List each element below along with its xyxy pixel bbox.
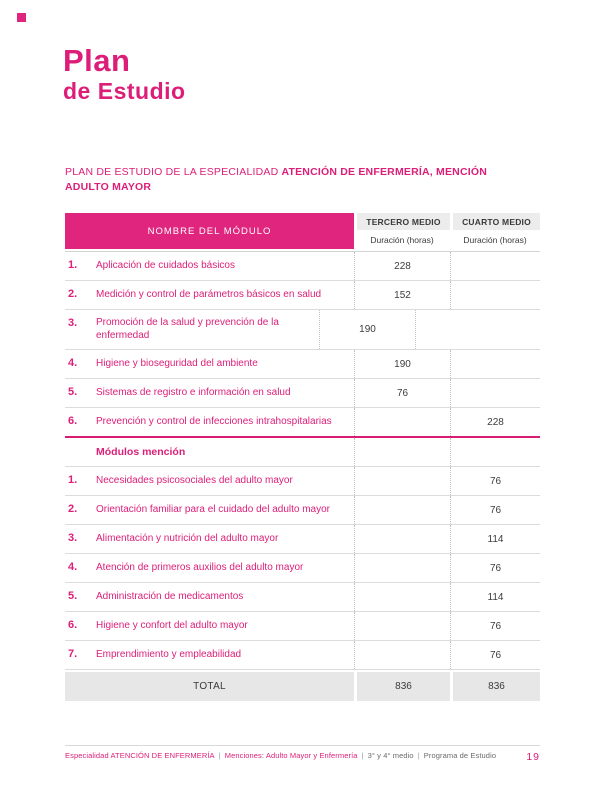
footer-separator: |: [417, 751, 420, 760]
footer-specialty: Especialidad ATENCIÓN DE ENFERMERÍA: [65, 751, 215, 760]
page-title-line1: Plan: [63, 43, 131, 78]
section-heading-specialty: ATENCIÓN DE ENFERMERÍA, MENCIÓN: [281, 166, 487, 178]
footer-grade-levels: 3° y 4° medio: [367, 751, 414, 760]
module-hours-cuarto: [415, 310, 505, 349]
module-hours-cuarto: 228: [450, 408, 540, 436]
module-name: Sistemas de registro e información en salud: [96, 386, 291, 398]
total-label: TOTAL: [65, 672, 354, 701]
module-hours-cuarto: 76: [450, 612, 540, 640]
cuarto-medio-label: CUARTO MEDIO: [450, 213, 540, 230]
module-hours-tercero: 76: [354, 379, 450, 407]
brand-square-icon: [17, 13, 26, 22]
page-number: 19: [526, 751, 540, 763]
table-row: [65, 408, 540, 438]
module-hours-tercero: [354, 612, 450, 640]
total-row: [65, 672, 540, 701]
table-row: [65, 252, 540, 281]
module-number: 5.: [68, 386, 78, 398]
cuarto-duration-label: Duración (horas): [463, 234, 527, 245]
module-hours-cuarto: [450, 438, 540, 466]
column-header-module-name: NOMBRE DEL MÓDULO: [65, 213, 354, 249]
page-title: [63, 44, 186, 105]
module-name: Prevención y control de infecciones intrahospitalarias: [96, 415, 332, 427]
study-plan-table: [65, 213, 540, 701]
module-hours-cuarto: 76: [450, 496, 540, 524]
tercero-duration-label: Duración (horas): [370, 234, 434, 245]
module-hours-tercero: [354, 467, 450, 495]
module-number: 2.: [68, 503, 78, 515]
column-header-tercero: [354, 213, 450, 249]
module-name: Necesidades psicosociales del adulto mayor: [96, 474, 293, 486]
table-body: [65, 251, 540, 670]
module-name: Administración de medicamentos: [96, 590, 244, 602]
table-row: [65, 583, 540, 612]
section-heading-mention: ADULTO MAYOR: [65, 181, 152, 193]
module-name: Alimentación y nutrición del adulto mayor: [96, 532, 279, 544]
section-heading-prefix: PLAN DE ESTUDIO DE LA ESPECIALIDAD: [65, 166, 282, 178]
section-heading: [65, 165, 545, 195]
table-row: [65, 467, 540, 496]
module-hours-tercero: [354, 496, 450, 524]
total-hours-tercero: 836: [354, 672, 450, 701]
module-hours-tercero: 152: [354, 281, 450, 309]
footer-breadcrumb: [65, 751, 496, 760]
module-hours-tercero: 228: [354, 252, 450, 280]
module-number: 5.: [68, 590, 78, 602]
module-hours-cuarto: 76: [450, 554, 540, 582]
module-number: 4.: [68, 357, 78, 369]
footer-program-label: Programa de Estudio: [423, 751, 497, 760]
module-hours-tercero: [354, 408, 450, 436]
module-hours-cuarto: 114: [450, 583, 540, 611]
module-name: Atención de primeros auxilios del adulto mayor: [96, 561, 304, 573]
table-row: [65, 554, 540, 583]
page-footer: [65, 745, 540, 763]
table-row: [65, 281, 540, 310]
module-number: 6.: [68, 415, 78, 427]
module-hours-cuarto: 76: [450, 641, 540, 669]
module-name: Promoción de la salud y prevención de la enfermedad: [96, 317, 279, 341]
module-name: Medición y control de parámetros básicos en salud: [96, 288, 322, 300]
table-header-row: [65, 213, 540, 249]
module-number: [65, 438, 96, 445]
table-row: [65, 496, 540, 525]
module-hours-tercero: 190: [354, 350, 450, 378]
module-hours-cuarto: 114: [450, 525, 540, 553]
module-name: Emprendimiento y empleabilidad: [96, 648, 242, 660]
module-hours-cuarto: [450, 252, 540, 280]
module-name: Higiene y bioseguridad del ambiente: [96, 357, 258, 369]
module-hours-tercero: [354, 583, 450, 611]
section-subheader-row: [65, 438, 540, 467]
total-hours-cuarto: 836: [450, 672, 540, 701]
module-hours-tercero: [354, 438, 450, 466]
module-number: 1.: [68, 474, 78, 486]
module-number: 4.: [68, 561, 78, 573]
module-number: 1.: [68, 259, 78, 271]
column-header-cuarto: [450, 213, 540, 249]
page-title-line2: de Estudio: [63, 78, 186, 104]
table-row: [65, 641, 540, 670]
module-hours-cuarto: [450, 379, 540, 407]
module-name: Aplicación de cuidados básicos: [96, 259, 235, 271]
module-hours-tercero: [354, 554, 450, 582]
module-hours-cuarto: [450, 350, 540, 378]
table-row: [65, 612, 540, 641]
module-number: 3.: [68, 532, 78, 544]
module-hours-cuarto: 76: [450, 467, 540, 495]
tercero-medio-label: TERCERO MEDIO: [354, 213, 450, 230]
module-name: Orientación familiar para el cuidado del adulto mayor: [96, 503, 331, 515]
module-number: 2.: [68, 288, 78, 300]
module-number: 3.: [68, 317, 78, 329]
module-number: 6.: [68, 619, 78, 631]
table-row: [65, 310, 540, 350]
module-number: 7.: [68, 648, 78, 660]
table-row: [65, 350, 540, 379]
table-row: [65, 525, 540, 554]
footer-separator: |: [218, 751, 221, 760]
module-hours-tercero: [354, 525, 450, 553]
module-hours-cuarto: [450, 281, 540, 309]
module-hours-tercero: 190: [319, 310, 415, 349]
mencion-section-title: Módulos mención: [96, 445, 186, 458]
module-hours-tercero: [354, 641, 450, 669]
footer-separator: |: [361, 751, 364, 760]
module-name: Higiene y confort del adulto mayor: [96, 619, 248, 631]
footer-mentions: Menciones: Adulto Mayor y Enfermería: [224, 751, 358, 760]
table-row: [65, 379, 540, 408]
